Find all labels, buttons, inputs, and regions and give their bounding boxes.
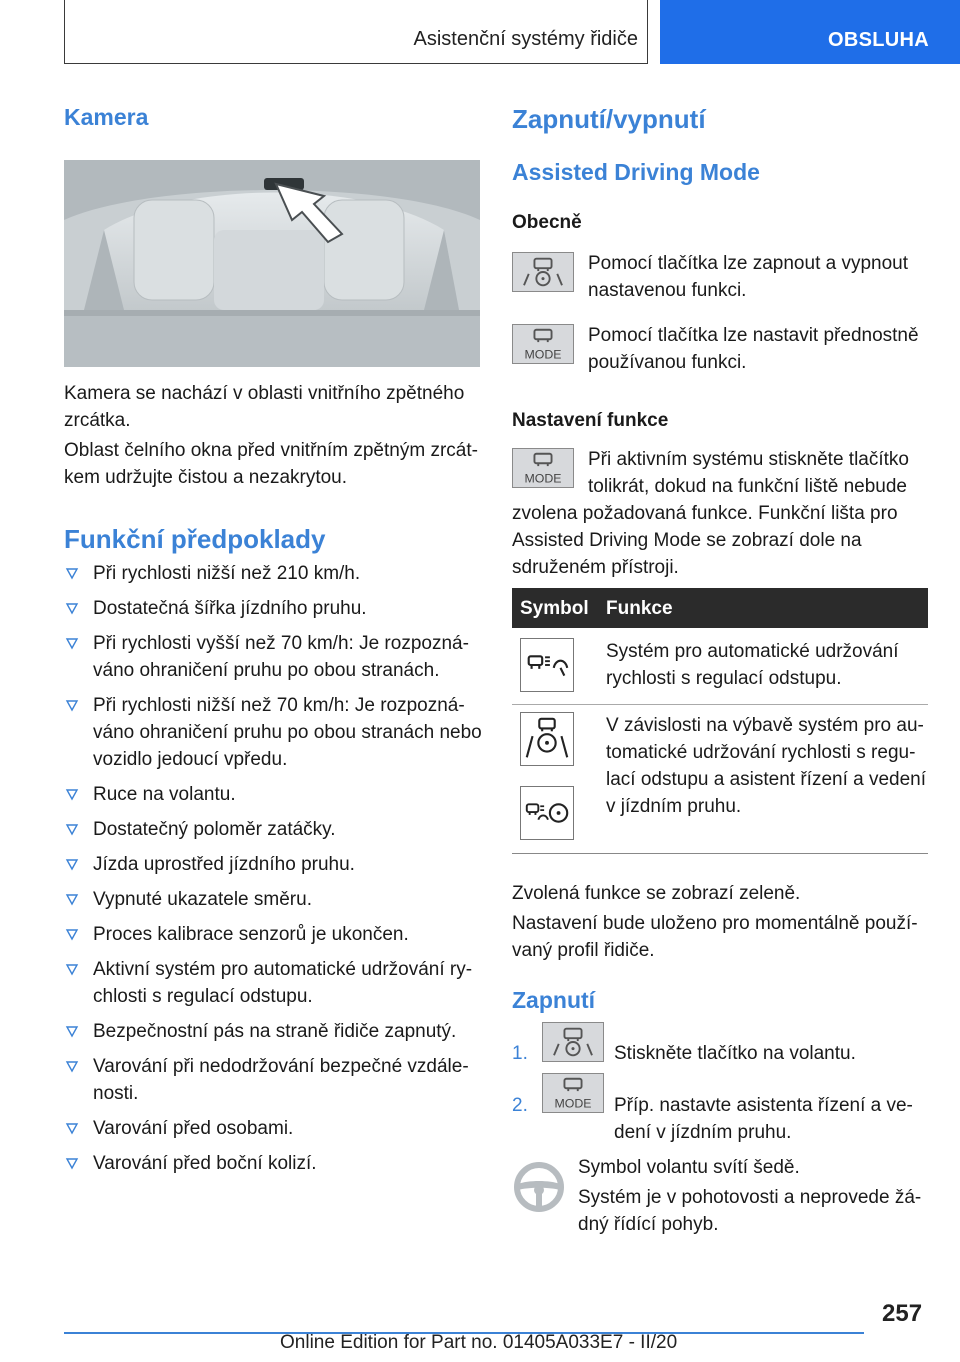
list-item bbox=[64, 851, 484, 878]
bullet-triangle-icon bbox=[65, 1117, 79, 1137]
table-bottom-rule bbox=[512, 853, 928, 854]
list-item-text: Varování při nedodržování bezpečné vzdálenosti. bbox=[93, 1056, 469, 1104]
list-item bbox=[64, 560, 484, 587]
bullet-triangle-icon bbox=[65, 694, 79, 714]
list-item bbox=[64, 956, 484, 1010]
page-number: 257 bbox=[882, 1300, 923, 1327]
bullet-triangle-icon bbox=[65, 632, 79, 652]
kamera-paragraph-1: Kamera se nachází v oblasti vnitřního zpětného zrcátka. bbox=[64, 383, 465, 431]
mode-button-icon bbox=[512, 324, 574, 364]
list-item bbox=[64, 1018, 484, 1045]
note-text-1: Symbol volantu svítí šedě. bbox=[578, 1157, 800, 1178]
assist-button-icon bbox=[512, 252, 574, 292]
list-item-text: Při rychlosti nižší než 70 km/h: Je rozpoznáváno ohraničení pruhu po obou stranách nebo vozidlo jedoucí vpředu. bbox=[93, 695, 482, 770]
list-item-text: Varování před boční kolizí. bbox=[93, 1153, 317, 1174]
predpoklady-list bbox=[64, 560, 484, 1185]
list-item bbox=[64, 921, 484, 948]
bullet-triangle-icon bbox=[65, 923, 79, 943]
bullet-triangle-icon bbox=[65, 888, 79, 908]
steering-lane-assist-icon bbox=[520, 712, 574, 766]
mode-label: MODE bbox=[524, 471, 562, 486]
list-item-text: Ruce na volantu. bbox=[93, 784, 236, 805]
step-1-number: 1. bbox=[512, 1043, 528, 1064]
list-item bbox=[64, 595, 484, 622]
bullet-triangle-icon bbox=[65, 1152, 79, 1172]
kamera-heading: Kamera bbox=[64, 104, 149, 130]
bullet-triangle-icon bbox=[65, 958, 79, 978]
list-item bbox=[64, 1053, 484, 1107]
list-item bbox=[64, 781, 484, 808]
bullet-triangle-icon bbox=[65, 818, 79, 838]
list-item-text: Bezpečnostní pás na straně řidiče zapnutý. bbox=[93, 1021, 457, 1042]
list-item-text: Jízda uprostřed jízdního pruhu. bbox=[93, 854, 355, 875]
list-item-text: Při rychlosti vyšší než 70 km/h: Je rozpoznáváno ohraničení pruhu po obou stranách. bbox=[93, 633, 469, 681]
list-item bbox=[64, 692, 484, 773]
acc-steering-icon bbox=[520, 786, 574, 840]
assisted-driving-heading: Assisted Driving Mode bbox=[512, 159, 760, 185]
list-item-text: Vypnuté ukazatele směru. bbox=[93, 889, 312, 910]
ulozeno-text: Nastavení bude uloženo pro momentálně používaný profil řidiče. bbox=[512, 913, 918, 961]
obecne-heading: Obecně bbox=[512, 212, 582, 233]
list-item bbox=[64, 1115, 484, 1142]
list-item bbox=[64, 1150, 484, 1177]
list-item bbox=[64, 630, 484, 684]
camera-photo bbox=[64, 160, 480, 367]
bullet-triangle-icon bbox=[65, 1055, 79, 1075]
table-row-divider bbox=[512, 704, 928, 705]
bullet-triangle-icon bbox=[65, 1020, 79, 1040]
table-row-2-text: V závislosti na výbavě systém pro automatické udržování rychlosti s regulací odstupu a asistent řízení a vedení v jízdním pruhu. bbox=[606, 715, 927, 817]
chapter-title: Asistenční systémy řidiče bbox=[413, 28, 638, 50]
bullet-triangle-icon bbox=[65, 562, 79, 582]
list-item bbox=[64, 886, 484, 913]
nastaveni-text-inline: Při aktivním systému stiskněte tlačítko tolikrát, dokud na funkční liště nebude bbox=[588, 449, 909, 497]
section-tab[interactable] bbox=[660, 0, 960, 64]
list-item-text: Dostatečný poloměr zatáčky. bbox=[93, 819, 336, 840]
bullet-triangle-icon bbox=[65, 783, 79, 803]
symbol-table-header bbox=[512, 588, 928, 628]
step-2-text-line1 bbox=[614, 1092, 928, 1146]
list-item-text: Dostatečná šířka jízdního pruhu. bbox=[93, 598, 367, 619]
list-item bbox=[64, 816, 484, 843]
mode-label: MODE bbox=[524, 347, 562, 362]
zapnuti-vypnuti-heading: Zapnutí/vypnutí bbox=[512, 104, 706, 134]
section-tab-label: OBSLUHA bbox=[828, 29, 929, 51]
kamera-paragraph-2: Oblast čelního okna před vnitřním zpětným zrcátkem udržujte čistou a nezakrytou. bbox=[64, 440, 478, 488]
step-2-number: 2. bbox=[512, 1095, 528, 1116]
mode-button-icon bbox=[542, 1073, 604, 1113]
acc-distance-icon bbox=[520, 638, 574, 692]
step-2-text: Příp. nastavte asistenta řízení a vedení v jízdním pruhu. bbox=[614, 1095, 913, 1143]
obecne-text-2: Pomocí tlačítka lze nastavit přednostně používanou funkci. bbox=[588, 325, 919, 373]
zapnuti-heading: Zapnutí bbox=[512, 987, 596, 1013]
nastaveni-heading: Nastavení funkce bbox=[512, 410, 669, 431]
nastaveni-text-rest: zvolena požadovaná funkce. Funkční lišta pro Assisted Driving Mode se zobrazí dole na sdruženém přístroji. bbox=[512, 503, 898, 578]
zvolena-text: Zvolená funkce se zobrazí zeleně. bbox=[512, 883, 801, 904]
obecne-text-1: Pomocí tlačítka lze zapnout a vypnout nastavenou funkci. bbox=[588, 253, 909, 301]
bullet-triangle-icon bbox=[65, 853, 79, 873]
note-text-2: Systém je v pohotovosti a neprovede žádný řídící pohyb. bbox=[578, 1187, 922, 1235]
predpoklady-heading: Funkční předpoklady bbox=[64, 524, 326, 554]
list-item-text: Proces kalibrace senzorů je ukončen. bbox=[93, 924, 409, 945]
mode-label: MODE bbox=[554, 1096, 592, 1111]
step-1-text: Stiskněte tlačítko na volantu. bbox=[614, 1043, 856, 1064]
assist-button-icon bbox=[542, 1022, 604, 1062]
footer-edition: Online Edition for Part no. 01405A033E7 - II/20 bbox=[280, 1332, 678, 1353]
list-item-text: Při rychlosti nižší než 210 km/h. bbox=[93, 563, 361, 584]
table-row-1-text: Systém pro automatické udržování rychlosti s regulací odstupu. bbox=[606, 641, 899, 689]
mode-button-icon bbox=[512, 448, 574, 488]
col-symbol: Symbol bbox=[520, 598, 589, 619]
list-item-text: Varování před osobami. bbox=[93, 1118, 294, 1139]
steering-wheel-icon bbox=[512, 1160, 566, 1214]
bullet-triangle-icon bbox=[65, 597, 79, 617]
list-item-text: Aktivní systém pro automatické udržování rychlosti s regulací odstupu. bbox=[93, 959, 473, 1007]
col-funkce: Funkce bbox=[606, 598, 673, 619]
